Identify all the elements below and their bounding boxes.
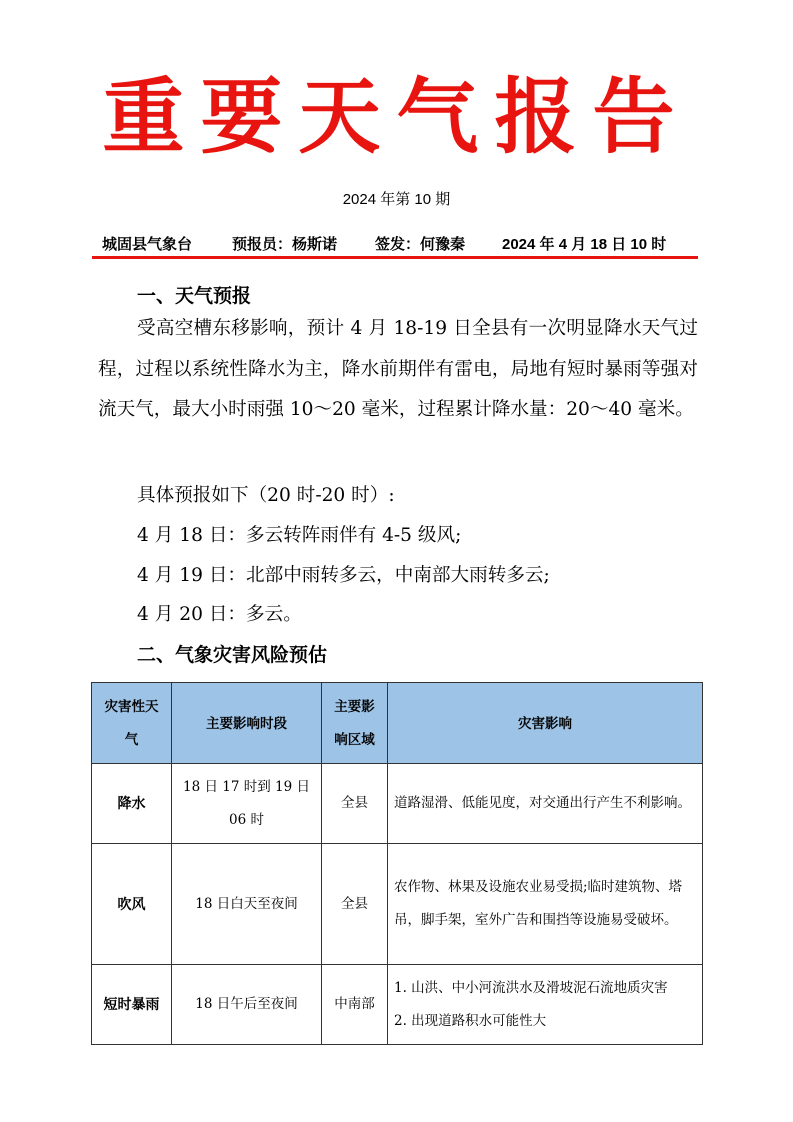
hazard-type: 短时暴雨	[92, 965, 172, 1045]
header-hazard-type: 灾害性天气	[92, 683, 172, 764]
table-header-row	[92, 683, 703, 764]
forecast-day-1: 4 月 18 日：多云转阵雨伴有 4-5 级风;	[137, 525, 462, 546]
report-title: 重要天气报告	[102, 69, 691, 165]
hazard-type: 降水	[92, 764, 172, 844]
header-area: 主要影响区域	[322, 683, 388, 764]
header-period: 主要影响时段	[172, 683, 322, 764]
header-impact: 灾害影响	[388, 683, 703, 764]
table-row	[92, 764, 703, 844]
period: 18 日白天至夜间	[172, 844, 322, 965]
impact-line: 1. 山洪、中小河流洪水及滑坡泥石流地质灾害	[394, 979, 668, 996]
forecast-paragraph-text: 受高空槽东移影响，预计 4 月 18-19 日全县有一次明显降水天气过程，过程以系统性降水为主，降水前期伴有雷电，局地有短时暴雨等强对流天气，最大小时雨强 10～20 毫米，过程累计降水量：20～40 毫米。	[98, 318, 698, 420]
forecaster: 预报员：杨斯诺	[232, 236, 338, 253]
forecast-day-2: 4 月 19 日：北部中雨转多云，中南部大雨转多云;	[137, 565, 550, 586]
section-heading-risk: 二、气象灾害风险预估	[137, 645, 328, 666]
table-row	[92, 965, 703, 1045]
impact: 农作物、林果及设施农业易受损;临时建筑物、塔吊，脚手架，室外广告和围挡等设施易受破坏。	[388, 844, 703, 965]
hazard-type: 吹风	[92, 844, 172, 965]
issuer: 签发：何豫秦	[375, 236, 466, 253]
station-name: 城固县气象台	[102, 236, 193, 253]
issue-number: 2024 年第 10 期	[342, 191, 451, 208]
impact	[388, 965, 703, 1045]
area: 中南部	[322, 965, 388, 1045]
period: 18 日午后至夜间	[172, 965, 322, 1045]
section-heading-forecast: 一、天气预报	[137, 286, 252, 307]
issue-datetime: 2024 年 4 月 18 日 10 时	[502, 236, 667, 253]
table-row	[92, 844, 703, 965]
period: 18 日 17 时到 19 日 06 时	[172, 764, 322, 844]
forecast-intro: 具体预报如下（20 时-20 时）:	[137, 485, 395, 506]
forecast-paragraph	[98, 309, 698, 431]
impact: 道路湿滑、低能见度，对交通出行产生不利影响。	[388, 764, 703, 844]
risk-table	[91, 682, 703, 1045]
header-divider	[92, 256, 698, 259]
area: 全县	[322, 844, 388, 965]
impact-line: 2. 出现道路积水可能性大	[394, 1012, 547, 1029]
area: 全县	[322, 764, 388, 844]
forecast-day-3: 4 月 20 日：多云。	[137, 604, 302, 625]
